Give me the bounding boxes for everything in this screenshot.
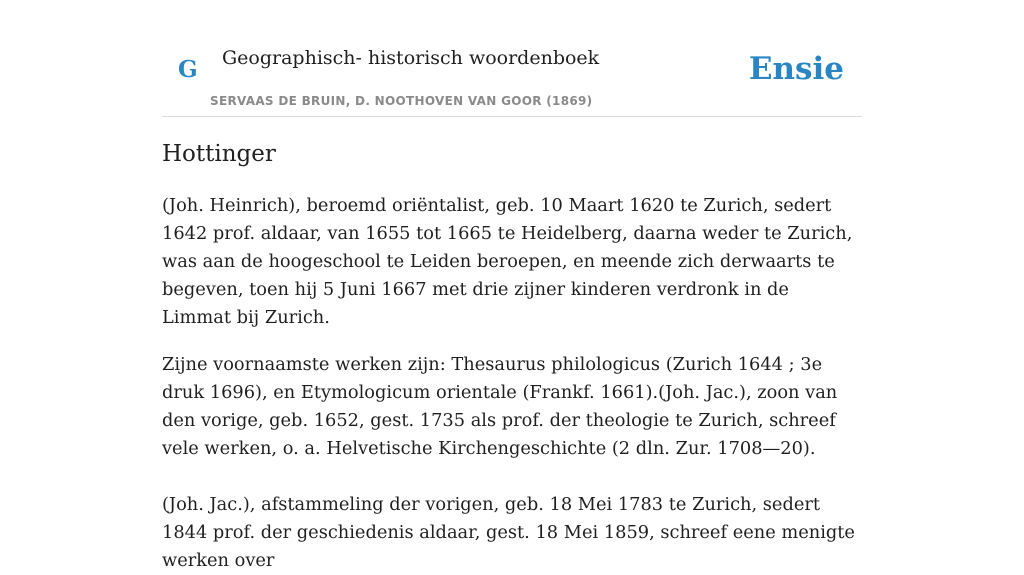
- entry-body: [162, 192, 862, 575]
- entry-title: Hottinger: [162, 141, 276, 167]
- book-title[interactable]: Geographisch- historisch woordenboek: [222, 47, 600, 69]
- page-header: [162, 0, 862, 117]
- entry-paragraph: (Joh. Jac.), afstammeling der vorigen, geb. 18 Mei 1783 te Zurich, sedert 1844 prof. der geschiedenis aldaar, gest. 18 Mei 1859, schreef eene menigte werken over: [162, 494, 855, 571]
- page: [162, 0, 862, 571]
- entry-paragraph: (Joh. Heinrich), beroemd oriëntalist, geb. 10 Maart 1620 te Zurich, sedert 1642 prof. aldaar, van 1655 tot 1665 te Heidelberg, daarna weder te Zurich, was aan de hoogeschool te Leiden beroepen, en meende zich derwaarts te begeven, toen hij 5 Juni 1667 met drie zijner kinderen verdronk in de Limmat bij Zurich.: [162, 195, 853, 328]
- entry-paragraph: Zijne voornaamste werken zijn: Thesaurus philologicus (Zurich 1644 ; 3e druk 1696), en Etymologicum orientale (Frankf. 1661).(Joh. Jac.), zoon van den vorige, geb. 1652, gest. 1735 als prof. der theologie te Zurich, schreef vele werken, o. a. Helvetische Kirchengeschichte (2 dln. Zur. 1708—20).: [162, 354, 838, 459]
- book-initial-logo[interactable]: G: [178, 56, 198, 83]
- book-authors: SERVAAS DE BRUIN, D. NOOTHOVEN VAN GOOR (1869): [210, 94, 593, 108]
- ensie-logo[interactable]: Ensie: [748, 51, 844, 87]
